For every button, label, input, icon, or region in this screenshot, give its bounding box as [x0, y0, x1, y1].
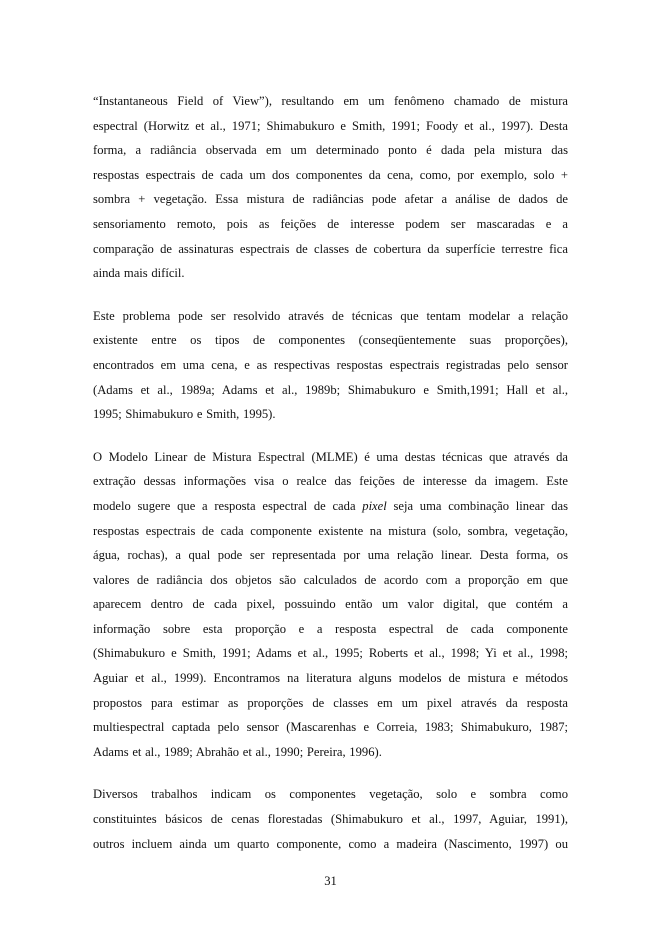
paragraph — [93, 445, 568, 765]
text-line: constituintes básicos de cenas florestadas (Shimabukuro et al., 1997, Aguiar, 1991), — [93, 812, 568, 827]
text-line: sensoriamento remoto, pois as feições de interesse podem ser mascaradas e a — [93, 216, 568, 231]
emphasized-term: pixel — [362, 498, 387, 513]
text-line: propostos para estimar as proporções de classes em um pixel através da resposta — [93, 695, 568, 710]
paragraph — [93, 304, 568, 427]
text-line: extração dessas informações visa o realce das feições de interesse da imagem. Este — [93, 474, 568, 489]
text-line: encontrados em uma cena, e as respectivas respostas espectrais registradas pelo sensor — [93, 357, 568, 372]
text-line: Aguiar et al., 1999). Encontramos na literatura alguns modelos de mistura e métodos — [93, 671, 568, 686]
text-line: Adams et al., 1989; Abrahão et al., 1990; Pereira, 1996). — [93, 744, 382, 759]
text-line: aparecem dentro de cada pixel, possuindo então um valor digital, que contém a — [93, 597, 568, 612]
body-text — [93, 89, 568, 874]
text-line: Diversos trabalhos indicam os componentes vegetação, solo e sombra como — [93, 787, 568, 802]
text-line: existente entre os tipos de componentes (conseqüentemente suas proporções), — [93, 333, 568, 348]
text-line: O Modelo Linear de Mistura Espectral (MLME) é uma destas técnicas que através da — [93, 449, 568, 464]
text-line: (Adams et al., 1989a; Adams et al., 1989b; Shimabukuro e Smith,1991; Hall et al., — [93, 382, 568, 397]
text-line: comparação de assinaturas espectrais de classes de cobertura da superfície terrestre fica — [93, 241, 568, 256]
text-line: respostas espectrais de cada um dos componentes da cena, como, por exemplo, solo + — [93, 167, 568, 182]
text-line: Este problema pode ser resolvido através de técnicas que tentam modelar a relação — [93, 308, 568, 323]
text-line: forma, a radiância observada em um determinado ponto é dada pela mistura das — [93, 143, 568, 158]
text-line: valores de radiância dos objetos são calculados de acordo com a proporção em que — [93, 572, 568, 587]
text-line: espectral (Horwitz et al., 1971; Shimabukuro e Smith, 1991; Foody et al., 1997). Desta — [93, 118, 568, 133]
text-line: informação sobre esta proporção e a resposta espectral de cada componente — [93, 621, 568, 636]
text-line: respostas espectrais de cada componente existente na mistura (solo, sombra, vegetação, — [93, 523, 568, 538]
text-line: 1995; Shimabukuro e Smith, 1995). — [93, 407, 276, 422]
text-line: ainda mais difícil. — [93, 266, 185, 281]
text-line: multiespectral captada pelo sensor (Mascarenhas e Correia, 1983; Shimabukuro, 1987; — [93, 720, 568, 735]
paragraph — [93, 89, 568, 286]
text-line: sombra + vegetação. Essa mistura de radiâncias pode afetar a análise de dados de — [93, 192, 568, 207]
text-line: outros incluem ainda um quarto componente, como a madeira (Nascimento, 1997) ou — [93, 836, 568, 851]
text-line: “Instantaneous Field of View”), resultando em um fenômeno chamado de mistura — [93, 94, 568, 108]
text-line: (Shimabukuro e Smith, 1991; Adams et al., 1995; Roberts et al., 1998; Yi et al., 1998; — [93, 646, 568, 661]
page-number: 31 — [324, 874, 337, 888]
paragraph — [93, 782, 568, 856]
text-line: modelo sugere que a resposta espectral de cada pixel seja uma combinação linear das — [93, 498, 568, 513]
text-line: água, rochas), a qual pode ser representada por uma relação linear. Desta forma, os — [93, 548, 568, 563]
